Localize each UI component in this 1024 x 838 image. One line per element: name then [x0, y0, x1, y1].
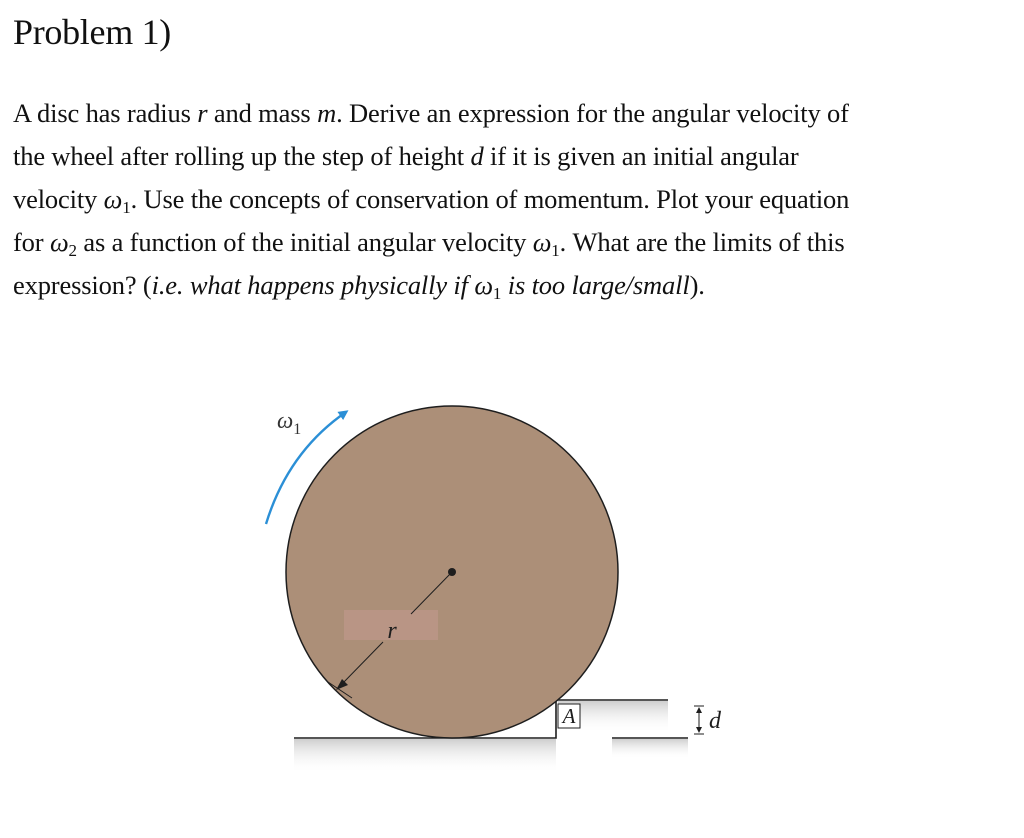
italic-text: is too large/small — [501, 270, 690, 300]
text-segment: . Use the concepts of conservation of momentum. Plot your equation — [130, 184, 850, 214]
variable-r: r — [197, 98, 208, 128]
subscript: 1 — [492, 284, 502, 303]
text-segment: A disc has radius — [13, 98, 198, 128]
subscript: 2 — [68, 241, 77, 260]
variable-omega: ω — [49, 227, 69, 257]
radius-label: r — [387, 618, 397, 644]
text-segment: ). — [689, 270, 705, 300]
omega-label — [277, 408, 301, 438]
statement-line-1 — [13, 92, 1013, 135]
variable-d: d — [470, 141, 484, 171]
variable-m: m — [317, 98, 337, 128]
disc-step-figure — [250, 392, 770, 792]
disc-center — [448, 568, 456, 576]
subscript: 1 — [551, 241, 560, 260]
problem-statement — [13, 92, 1013, 307]
statement-line-5 — [13, 264, 1013, 307]
dimension-shadow — [612, 739, 688, 759]
subscript: 1 — [122, 198, 131, 217]
variable-omega: ω — [474, 270, 493, 300]
statement-line-4 — [13, 221, 1013, 264]
problem-heading: Problem 1) — [13, 12, 171, 52]
text-segment: if it is given an initial angular — [483, 141, 799, 171]
text-segment: for — [13, 227, 50, 257]
italic-text: i.e. what happens physically if — [151, 270, 475, 300]
text-segment: expression? ( — [13, 270, 152, 300]
omega-subscript: 1 — [293, 421, 302, 438]
height-arrow-up — [696, 707, 702, 713]
text-segment: . What are the limits of this — [559, 227, 845, 257]
figure-svg — [250, 392, 770, 792]
text-segment: and mass — [207, 98, 318, 128]
text-segment: . Derive an expression for the angular velocity of — [336, 98, 849, 128]
text-segment: the wheel after rolling up the step of height — [13, 141, 471, 171]
variable-omega: ω — [532, 227, 552, 257]
height-label: d — [709, 708, 721, 734]
height-arrow-down — [696, 727, 702, 733]
variable-omega: ω — [103, 184, 123, 214]
omega-symbol: ω — [277, 408, 294, 433]
contact-label: A — [562, 704, 576, 728]
statement-line-2 — [13, 135, 1013, 178]
ground-shadow — [294, 739, 556, 773]
text-segment: as a function of the initial angular velocity — [76, 227, 533, 257]
text-segment: velocity — [13, 184, 104, 214]
statement-line-3 — [13, 178, 1013, 221]
